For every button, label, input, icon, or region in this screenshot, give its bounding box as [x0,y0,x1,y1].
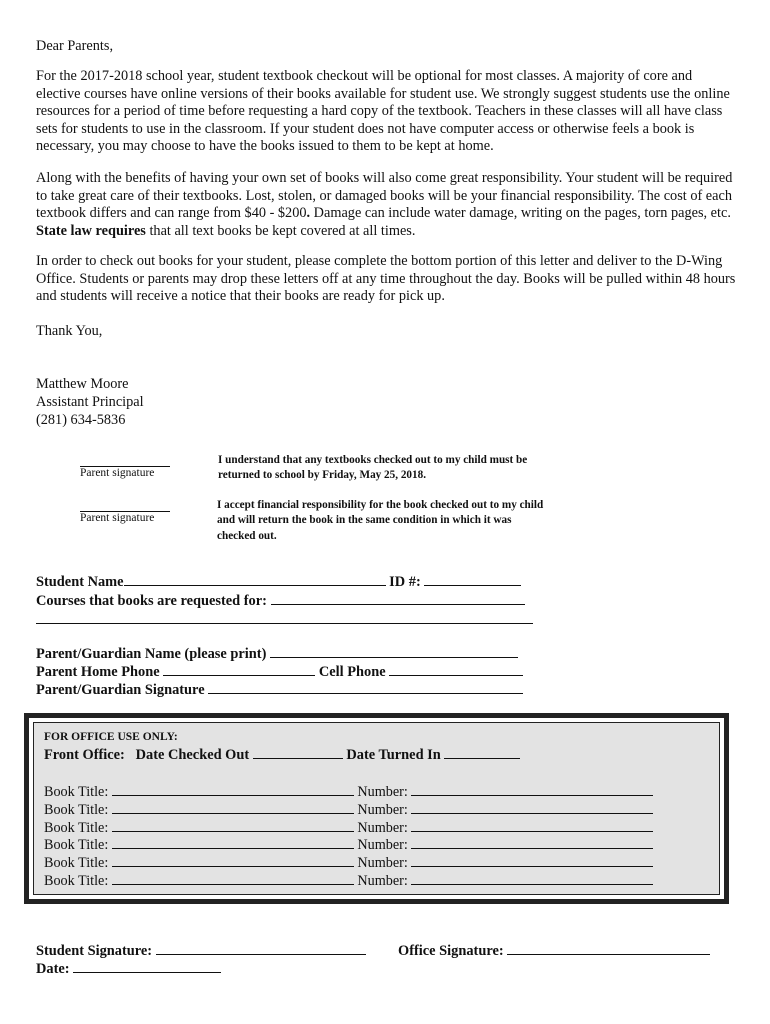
office-signature-field[interactable] [507,942,710,955]
book-number-label: Number: [357,784,408,800]
book-number-field[interactable] [411,872,653,885]
date-row [36,960,221,978]
office-use-box [24,713,729,904]
guardian-signature-label: Parent/Guardian Signature [36,682,205,698]
book-row [44,872,653,890]
front-office-label: Front Office: [44,747,125,763]
parent-signature-line-2[interactable] [80,501,170,524]
parent-signature-label: Parent signature [80,467,155,479]
cell-phone-field[interactable] [389,663,523,676]
courses-field[interactable] [271,592,525,605]
home-phone-label: Parent Home Phone [36,664,160,680]
book-number-label: Number: [357,801,408,818]
date-turned-in-field[interactable] [444,746,520,759]
state-law-emphasis: State law requires [36,222,146,239]
closing: Thank You, [36,323,103,339]
student-info-row [36,573,521,591]
student-name-label: Student Name [36,574,124,590]
book-number-field[interactable] [411,854,653,867]
office-use-panel [33,722,720,895]
greeting: Dear Parents, [36,38,114,54]
phone-row [36,663,523,681]
paragraph-responsibility-text-c: that all text books be kept covered at all times. [145,222,416,239]
book-row [44,854,653,872]
paragraph-responsibility-text-b: Damage can include water damage, writing on the pages, torn pages, etc. [310,205,731,222]
book-number-label: Number: [357,819,408,836]
book-title-field[interactable] [112,854,354,867]
book-number-label: Number: [357,837,408,854]
paragraph-instructions: In order to check out books for your student, please complete the bottom portion of this letter and deliver to the D-Wing Office. Students or parents may drop these letters off at any time throughout the day. Books will be pulled within 48 hours and students will receive a notice that their books are ready for pick up. [36,253,736,305]
date-checked-out-label: Date Checked Out [135,747,250,763]
student-id-label: ID #: [389,574,421,590]
student-signature-field[interactable] [156,942,366,955]
date-field[interactable] [73,960,221,973]
student-signature-row [36,942,366,960]
book-title-label: Book Title: [44,801,109,818]
guardian-name-field[interactable] [270,645,518,658]
courses-label: Courses that books are requested for: [36,593,267,609]
book-title-field[interactable] [112,872,354,885]
book-number-label: Number: [357,855,408,872]
signer-phone: (281) 634-5836 [36,412,126,428]
office-signature-row [398,942,710,960]
guardian-signature-row [36,681,523,699]
student-signature-label: Student Signature: [36,943,153,959]
paragraph-responsibility-text-a: Along with the benefits of having your own set of books will also come great responsibility. Your student will be required to take great care of their textbooks. Lost, stolen, or damaged books will be your financial responsibility. The cost of each textbook differs and can range from $40 - $200 [36,170,733,222]
paragraph-responsibility [36,170,736,240]
book-row [44,801,653,819]
book-number-field[interactable] [411,801,653,814]
signature-underline [80,501,170,512]
student-name-field[interactable] [124,573,386,586]
signer-title: Assistant Principal [36,394,144,410]
book-title-label: Book Title: [44,855,109,872]
office-signature-label: Office Signature: [398,943,504,959]
courses-continuation-row [36,611,533,629]
book-title-field[interactable] [112,836,354,849]
book-row [44,819,653,837]
book-title-label: Book Title: [44,819,109,836]
paragraph-optional-checkout: For the 2017-2018 school year, student textbook checkout will be optional for most classes. A majority of core and elective courses have online versions of their books available for student use. We strongly suggest students use the online resources for a period of time before requesting a hard copy of the textbook. Teachers in these classes will all have class sets for students to use in the classroom. If your student does not have computer access or otherwise feels a book is necessary, you may choose to have the books issued to them to be kept at home. [36,68,730,155]
paragraph-responsibility-bold-period: . [306,205,311,222]
book-row [44,783,653,801]
guardian-name-label: Parent/Guardian Name (please print) [36,646,267,662]
book-title-field[interactable] [112,819,354,832]
book-number-field[interactable] [411,836,653,849]
book-number-field[interactable] [411,783,653,796]
book-row [44,836,653,854]
book-title-field[interactable] [112,783,354,796]
date-checked-out-field[interactable] [253,746,343,759]
book-title-label: Book Title: [44,784,109,800]
parent-signature-label: Parent signature [80,512,155,524]
parent-signature-line-1[interactable] [80,456,170,479]
courses-field-line-2[interactable] [36,611,533,624]
book-number-label: Number: [357,873,408,889]
office-use-header: FOR OFFICE USE ONLY: [44,731,178,743]
front-office-row [44,746,520,764]
book-title-field[interactable] [112,801,354,814]
signer-name: Matthew Moore [36,376,129,392]
date-turned-in-label: Date Turned In [346,747,441,763]
cell-phone-label: Cell Phone [318,664,386,680]
date-label: Date: [36,961,70,977]
courses-row [36,592,525,610]
return-agreement-statement: I understand that any textbooks checked out to my child must be returned to school by Friday, May 25, 2018. [218,454,528,482]
signature-underline [80,456,170,467]
guardian-signature-field[interactable] [208,681,523,694]
home-phone-field[interactable] [163,663,315,676]
book-title-label: Book Title: [44,873,109,889]
book-title-label: Book Title: [44,837,109,854]
guardian-name-row [36,645,518,663]
book-number-field[interactable] [411,819,653,832]
student-id-field[interactable] [424,573,521,586]
financial-responsibility-statement: I accept financial responsibility for the book checked out to my child and will return the book in the same condition in which it was checked out. [217,499,544,542]
